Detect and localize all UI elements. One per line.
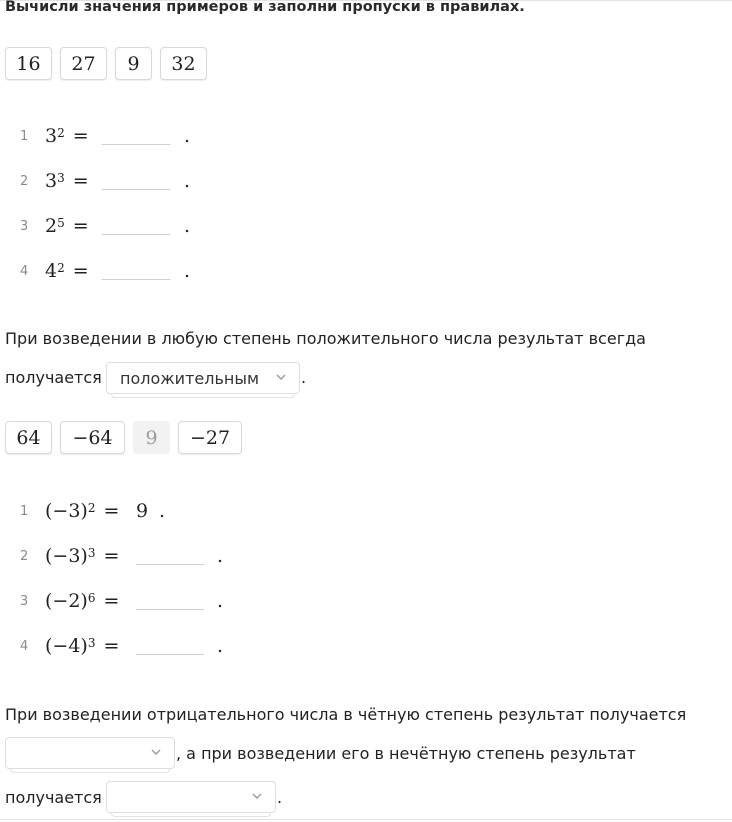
answer-chip[interactable]: 32 bbox=[160, 47, 207, 80]
period: . bbox=[184, 215, 191, 237]
rule-text-2-line2: , а при возведении его в нечётную степень результат bbox=[176, 744, 636, 763]
period: . bbox=[217, 545, 224, 567]
rule-select-2b[interactable] bbox=[106, 781, 276, 813]
expression: (−4) $^3$ = bbox=[45, 635, 120, 657]
expression: (−3) $^3$ = bbox=[45, 545, 120, 567]
rule-text-2-prefix: получается bbox=[5, 788, 102, 807]
answer-chips-1 bbox=[5, 47, 207, 80]
row-number: 3 bbox=[20, 218, 29, 234]
period: . bbox=[184, 260, 191, 282]
chevron-down-icon bbox=[150, 746, 162, 758]
period: . bbox=[184, 125, 191, 147]
task-title: Вычисли значения примеров и заполни пропуски в правилах. bbox=[5, 0, 525, 15]
period: . bbox=[159, 500, 166, 522]
rule-select-2a[interactable] bbox=[5, 737, 175, 769]
row-number: 1 bbox=[20, 128, 29, 144]
select-value: положительным bbox=[120, 368, 260, 388]
period: . bbox=[217, 590, 224, 612]
answer-chip[interactable]: 27 bbox=[60, 47, 107, 80]
expression: (−3) $^2$ = bbox=[45, 500, 120, 522]
row-number: 1 bbox=[20, 503, 29, 519]
chevron-down-icon bbox=[275, 371, 287, 383]
expression: 4 $^2$ = bbox=[45, 260, 89, 282]
expression: (−2) $^6$ = bbox=[45, 590, 120, 612]
rule-text-2-suffix: . bbox=[277, 788, 283, 807]
row-number: 4 bbox=[20, 638, 29, 654]
select-shadow bbox=[111, 812, 271, 817]
row-number: 2 bbox=[20, 548, 29, 564]
rule-select-1[interactable] bbox=[106, 362, 300, 394]
answer-chip-used: 9 bbox=[133, 421, 170, 454]
expression: 3 $^3$ = bbox=[45, 170, 89, 192]
rule-text-1-line1: При возведении в любую степень положительного числа результат всегда bbox=[5, 329, 646, 348]
answer-blank[interactable] bbox=[136, 564, 204, 565]
row-number: 4 bbox=[20, 263, 29, 279]
bottom-divider bbox=[0, 819, 732, 820]
rule-text-1-suffix: . bbox=[301, 368, 307, 387]
answer-chip[interactable]: −27 bbox=[178, 421, 242, 454]
answer-blank[interactable] bbox=[136, 609, 204, 610]
answer-blank[interactable] bbox=[102, 234, 170, 235]
rule-text-2-line1: При возведении отрицательного числа в чётную степень результат получается bbox=[5, 705, 687, 724]
period: . bbox=[184, 170, 191, 192]
answer-chips-2 bbox=[5, 421, 242, 454]
period: . bbox=[217, 635, 224, 657]
answer-blank[interactable] bbox=[102, 279, 170, 280]
row-number: 3 bbox=[20, 593, 29, 609]
row-number: 2 bbox=[20, 173, 29, 189]
answer-blank[interactable] bbox=[102, 189, 170, 190]
answer-chip[interactable]: 64 bbox=[5, 421, 52, 454]
expression: 2 $^5$ = bbox=[45, 215, 89, 237]
answer-chip[interactable]: 9 bbox=[115, 47, 152, 80]
answer-blank[interactable] bbox=[102, 144, 170, 145]
select-shadow bbox=[10, 768, 170, 773]
chevron-down-icon bbox=[251, 790, 263, 802]
rule-text-1-prefix: получается bbox=[5, 368, 102, 387]
filled-answer[interactable]: 9 bbox=[136, 500, 149, 522]
expression: 3 $^2$ = bbox=[45, 125, 89, 147]
answer-chip[interactable]: −64 bbox=[60, 421, 125, 454]
answer-chip[interactable]: 16 bbox=[5, 47, 52, 80]
select-shadow bbox=[111, 393, 295, 398]
answer-blank[interactable] bbox=[136, 654, 204, 655]
